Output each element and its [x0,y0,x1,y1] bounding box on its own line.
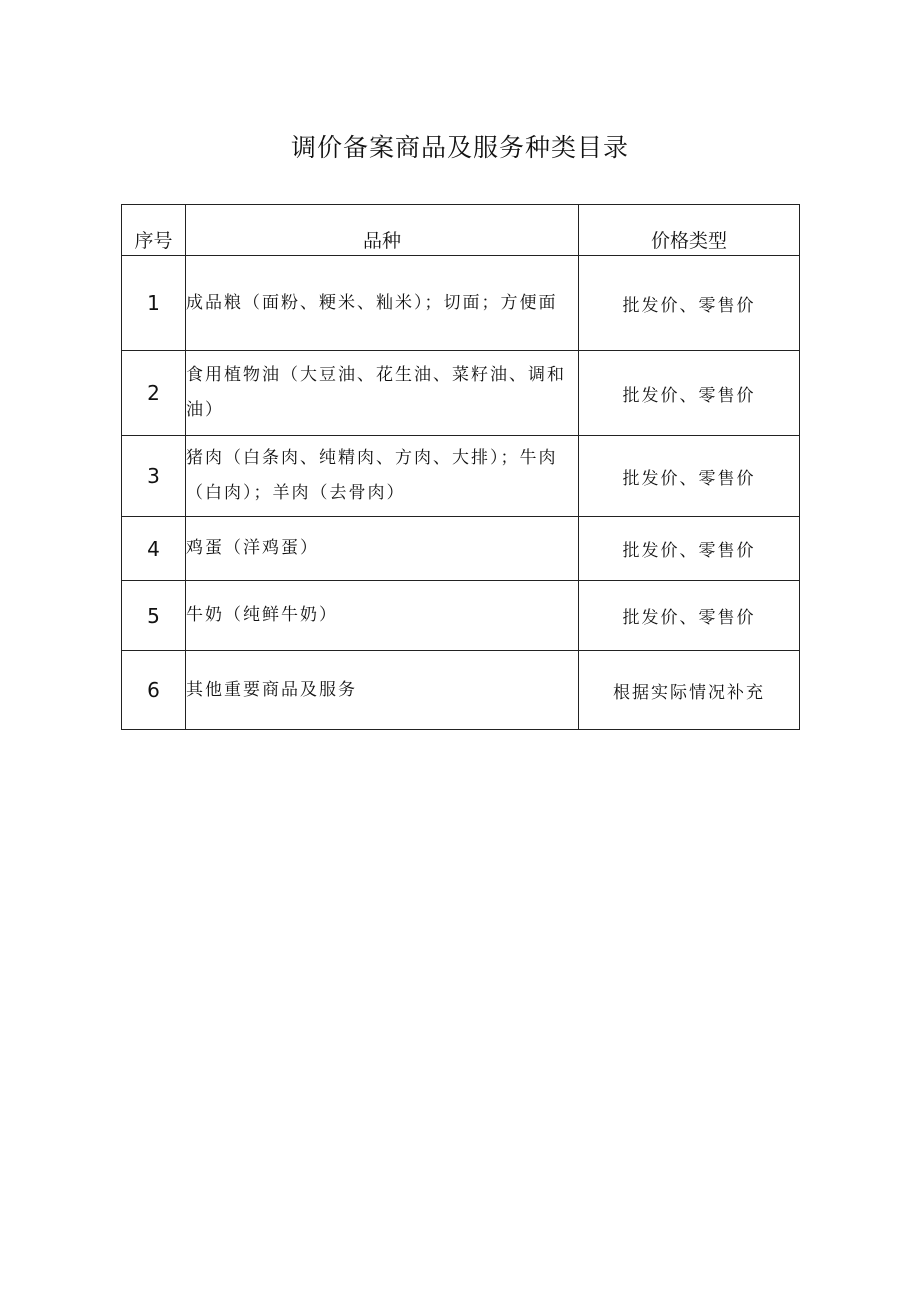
page-title: 调价备案商品及服务种类目录 [290,133,629,162]
row-item: 鸡蛋（洋鸡蛋） [186,517,579,581]
row-number: 6 [122,651,186,730]
row-number: 2 [122,351,186,436]
table-row [122,256,800,351]
header-item: 品种 [186,205,579,256]
row-price-type: 批发价、零售价 [579,581,800,651]
row-price-type: 批发价、零售价 [579,256,800,351]
catalog-table [121,204,800,730]
row-number: 3 [122,436,186,517]
row-price-type: 批发价、零售价 [579,351,800,436]
row-number: 4 [122,517,186,581]
table-row [122,651,800,730]
row-price-type: 根据实际情况补充 [579,651,800,730]
table-row [122,581,800,651]
table-header-row [122,205,800,256]
table-row [122,436,800,517]
table-row [122,517,800,581]
row-number: 1 [122,256,186,351]
header-price-type: 价格类型 [579,205,800,256]
row-number: 5 [122,581,186,651]
row-item: 食用植物油（大豆油、花生油、菜籽油、调和油） [186,351,579,436]
row-price-type: 批发价、零售价 [579,517,800,581]
table-row [122,351,800,436]
row-price-type: 批发价、零售价 [579,436,800,517]
header-no: 序号 [122,205,186,256]
row-item: 牛奶（纯鲜牛奶） [186,581,579,651]
row-item: 成品粮（面粉、粳米、籼米）；切面；方便面 [186,256,579,351]
row-item: 其他重要商品及服务 [186,651,579,730]
row-item: 猪肉（白条肉、纯精肉、方肉、大排）；牛肉（白肉）；羊肉（去骨肉） [186,436,579,517]
